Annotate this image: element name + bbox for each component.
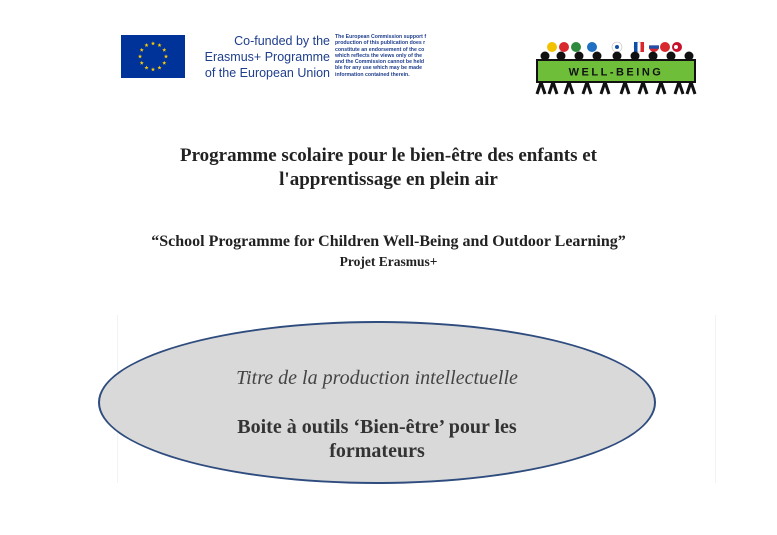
- page-title: [90, 144, 687, 192]
- eu-cofunded-line: Co-funded by the: [234, 34, 330, 48]
- intellectual-output-title: [98, 415, 656, 463]
- eu-cofunded-text: [192, 33, 330, 81]
- english-title: “School Programme for Children Well-Being and Outdoor Learning”: [151, 233, 626, 250]
- wellbeing-logo-text: WELL-BEING: [568, 66, 664, 79]
- eu-cofunded-line: of the European Union: [204, 66, 330, 80]
- project-label: Projet Erasmus+: [339, 254, 438, 269]
- country-flags-icon: [547, 42, 682, 52]
- intellectual-output-label: Titre de la production intellectuelle: [236, 367, 518, 389]
- page-title-line: Programme scolaire pour le bien-être des enfants et: [179, 145, 598, 166]
- eu-disclaimer-text: [335, 34, 437, 80]
- disclaimer-line: and the Commission cannot be held: [335, 59, 425, 66]
- disclaimer-line: information contained therein.: [335, 71, 410, 78]
- intellectual-output-title-line: formateurs: [329, 440, 425, 462]
- intellectual-output-title-line: Boite à outils ‘Bien-être’ pour les: [237, 416, 517, 438]
- disclaimer-line: The European Commission support f: [335, 34, 427, 40]
- disclaimer-line: constitute an endorsement of the co: [335, 46, 425, 53]
- wellbeing-logo: [535, 38, 700, 96]
- page-title-line: l'apprentissage en plein air: [279, 169, 498, 190]
- disclaimer-line: ble for any use which may be made: [335, 65, 423, 72]
- disclaimer-line: production of this publication does r: [335, 40, 426, 47]
- eu-cofunded-line: Erasmus+ Programme: [204, 50, 330, 64]
- eu-flag-icon: [121, 35, 185, 78]
- disclaimer-line: which reflects the views only of the: [335, 52, 423, 59]
